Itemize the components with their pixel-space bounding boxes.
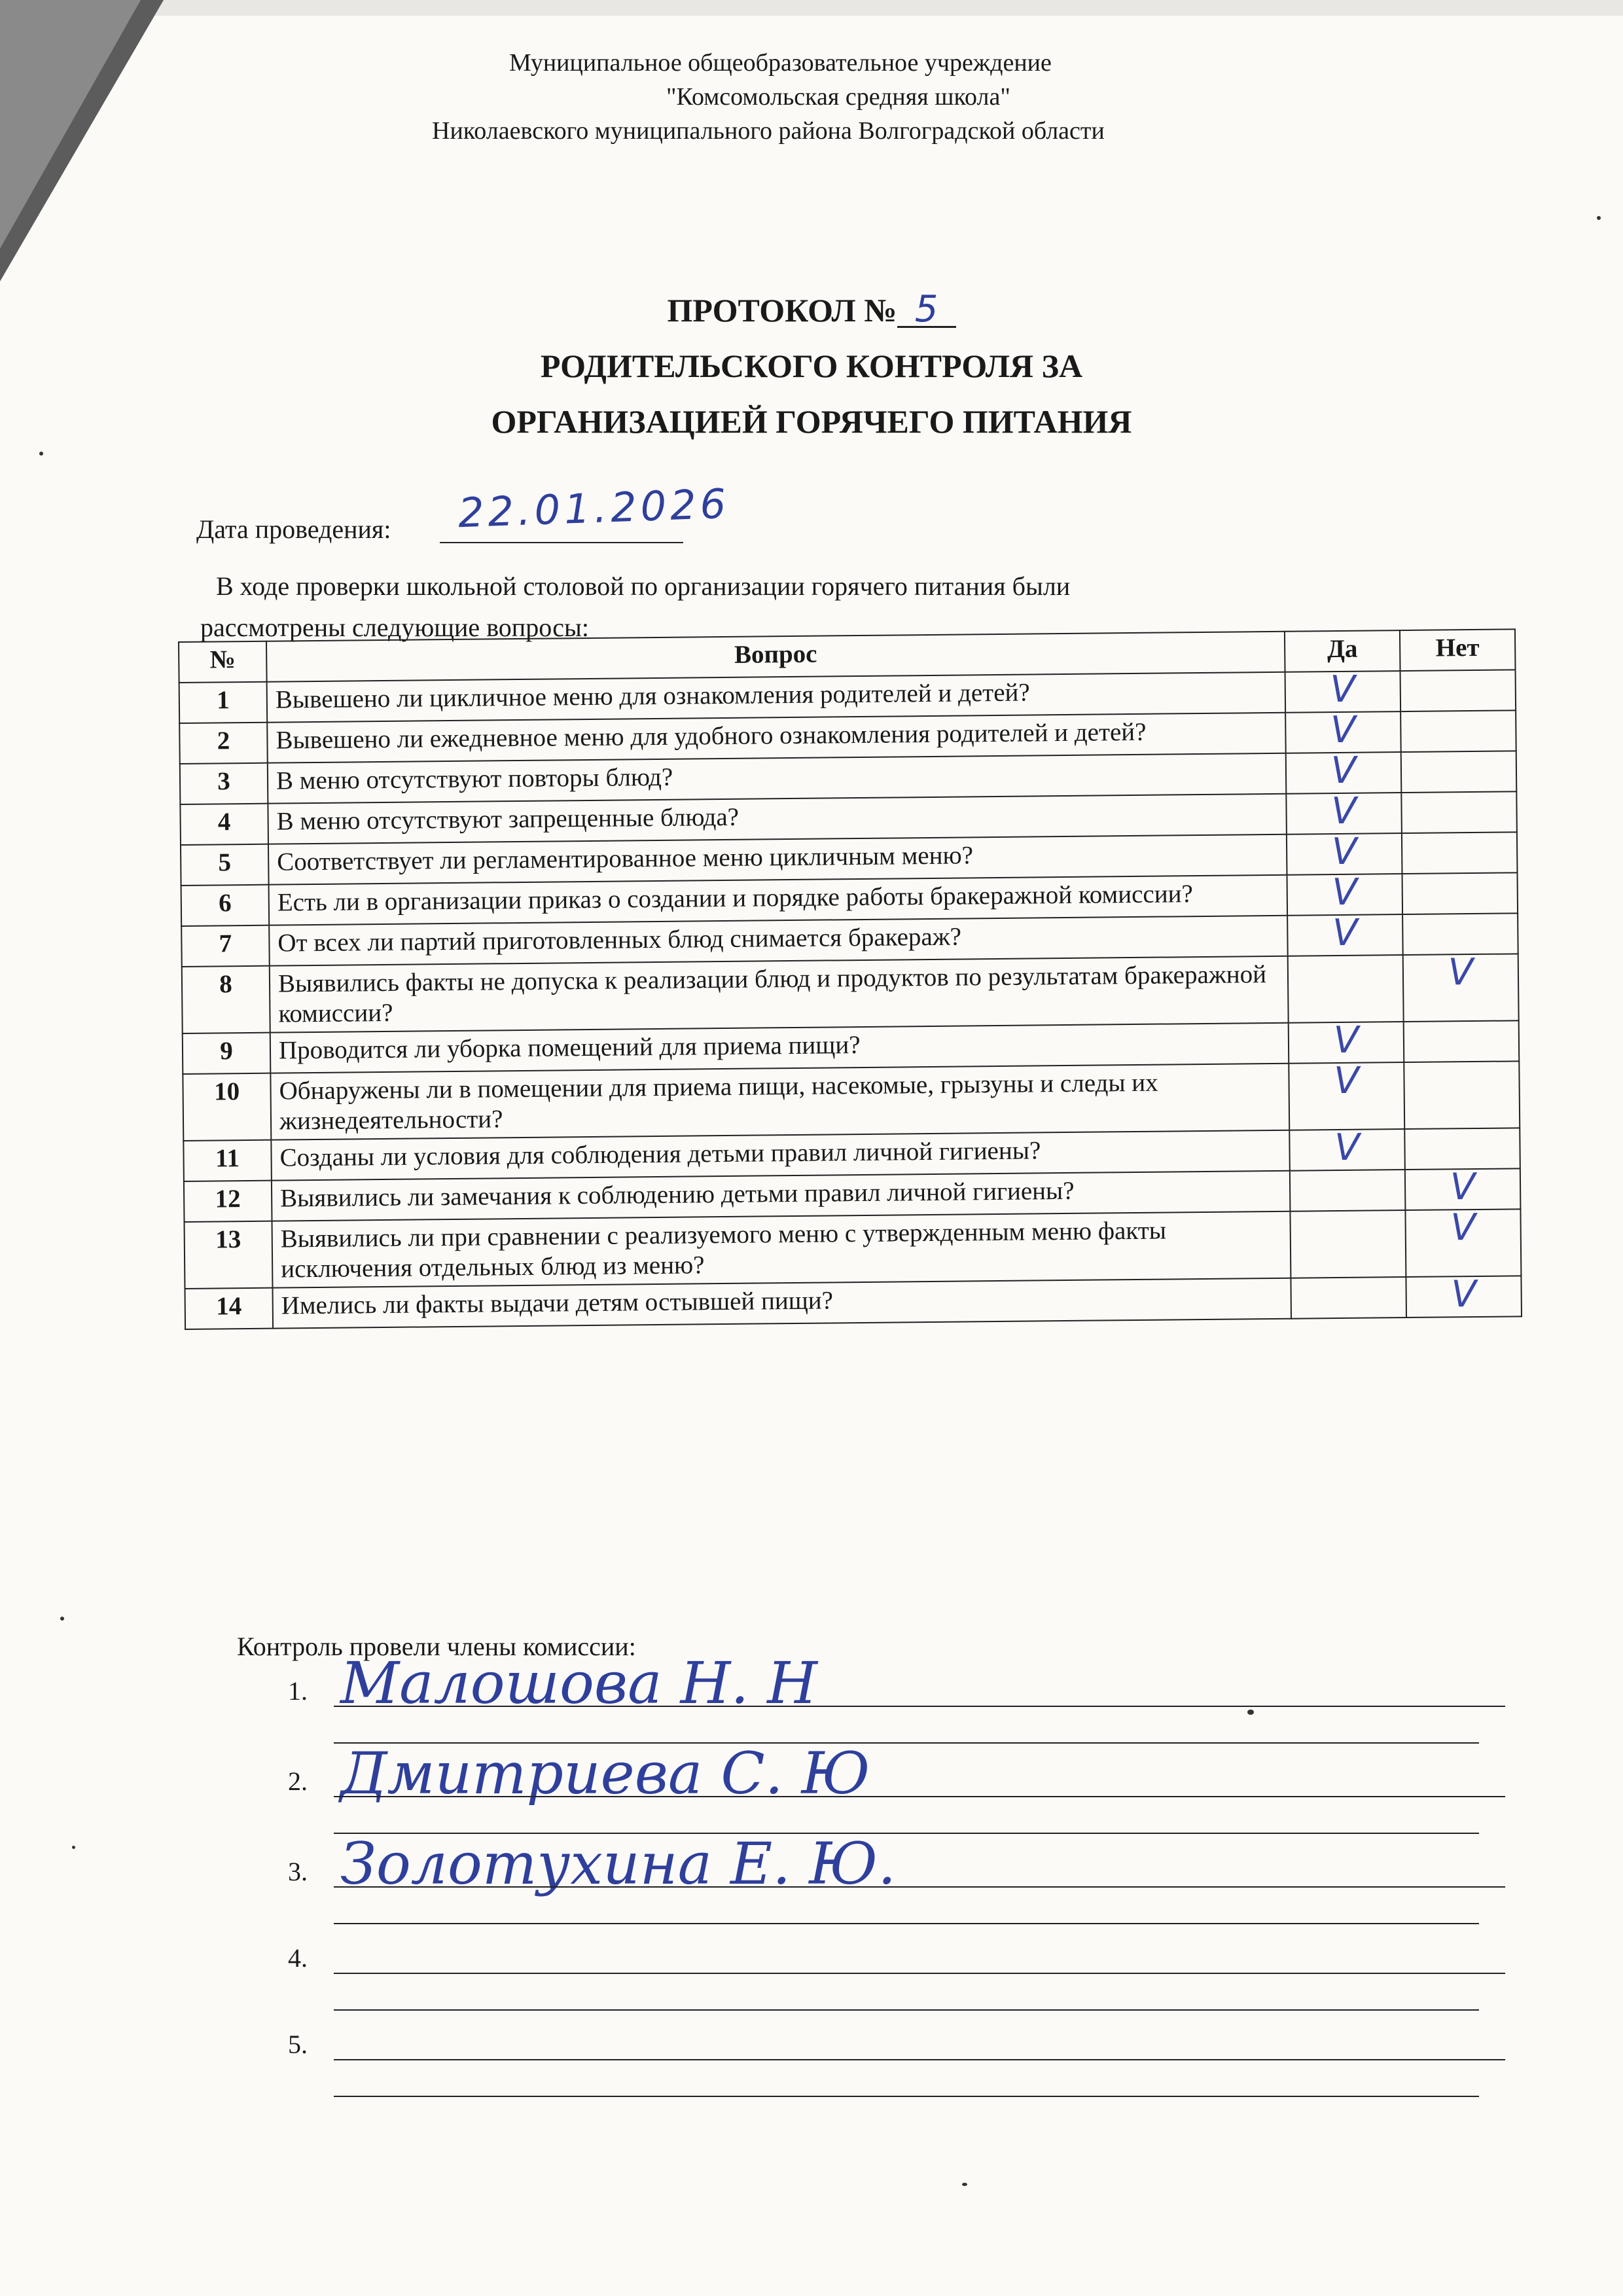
answer-no-cell (1402, 832, 1518, 874)
question-number: 8 (182, 966, 270, 1033)
scan-speck (72, 1846, 75, 1849)
question-number: 11 (183, 1140, 272, 1181)
answer-no-cell (1403, 951, 1519, 1022)
checkmark-icon: V (1332, 870, 1358, 914)
checkmark-icon: V (1450, 1166, 1476, 1209)
commission-member-2 (288, 1740, 1505, 1807)
date-value: 22.01.2026 (457, 479, 731, 537)
member-num: 4. (288, 1943, 308, 1973)
answer-yes-cell (1290, 1210, 1406, 1278)
answer-no-cell (1406, 1273, 1522, 1318)
checkmark-icon: V (1334, 1126, 1360, 1170)
header-num: № (179, 641, 267, 683)
answer-no-cell (1401, 791, 1517, 833)
answer-yes-cell (1287, 911, 1403, 956)
institution-line-2: "Комсомольская средняя школа" (666, 83, 1010, 111)
question-number: 2 (179, 723, 268, 764)
answer-no-cell (1404, 1061, 1520, 1129)
question-number: 13 (185, 1221, 273, 1289)
answer-no-cell (1405, 1168, 1521, 1210)
member-num: 3. (288, 1857, 308, 1886)
checkmark-icon: V (1451, 1273, 1477, 1316)
question-number: 14 (185, 1288, 273, 1329)
answer-yes-cell (1286, 789, 1402, 834)
table-row (183, 1061, 1520, 1141)
question-number: 7 (181, 925, 270, 967)
answer-yes-cell (1290, 1170, 1406, 1211)
scan-speck (1247, 1710, 1254, 1715)
checkmark-icon: V (1333, 1018, 1359, 1062)
answer-yes-cell (1285, 708, 1401, 753)
checkmark-icon: V (1330, 708, 1356, 752)
table-row (185, 1209, 1522, 1289)
checkmark-icon: V (1332, 911, 1358, 955)
member-name: Золотухина Е. Ю. (340, 1830, 897, 1897)
scan-speck (60, 1617, 64, 1621)
answer-no-cell (1400, 710, 1516, 752)
signature-line (334, 1886, 1505, 1888)
signature-line (334, 1923, 1479, 1924)
scan-speck (1597, 216, 1601, 220)
signature-line (334, 1796, 1505, 1797)
header-yes: Да (1285, 630, 1400, 672)
answer-no-cell (1401, 751, 1517, 793)
question-text: Обнаружены ли в помещении для приема пищи, насекомые, грызуны и следы их жизнедеятельности? (270, 1064, 1289, 1140)
answer-yes-cell (1286, 749, 1402, 794)
institution-line-3: Николаевского муниципального района Волгоградской области (432, 117, 1105, 145)
commission-member-3 (288, 1830, 1505, 1897)
member-name: Дмитриева С. Ю (340, 1740, 870, 1807)
question-number: 3 (180, 763, 268, 804)
protocol-title-line-2: РОДИТЕЛЬСКОГО КОНТРОЛЯ ЗА (540, 348, 1083, 384)
question-number: 5 (181, 844, 269, 886)
checkmark-icon: V (1330, 668, 1356, 711)
question-number: 12 (184, 1181, 272, 1222)
protocol-number: 5 (897, 293, 956, 328)
question-text: От всех ли партий приготовленных блюд снимается бракераж? (269, 916, 1288, 966)
answer-yes-cell (1287, 830, 1402, 875)
answer-yes-cell (1287, 870, 1403, 916)
answer-yes-cell (1291, 1277, 1406, 1319)
signature-line (334, 2009, 1479, 2011)
date-label: Дата проведения: (196, 514, 391, 544)
question-text: Имелись ли факты выдачи детям остывшей пищи? (272, 1278, 1291, 1329)
member-name: Малошова Н. Н (340, 1649, 818, 1717)
question-number: 6 (181, 885, 270, 926)
protocol-title-line-1 (0, 288, 1623, 331)
question-number: 10 (183, 1073, 271, 1141)
answer-no-cell (1402, 872, 1518, 914)
answer-yes-cell (1285, 668, 1401, 713)
question-text: Вывешено ли цикличное меню для ознакомления родителей и детей? (267, 672, 1286, 723)
answer-no-cell (1400, 670, 1516, 711)
member-num: 5. (288, 2030, 308, 2059)
commission-label: Контроль провели члены комиссии: (237, 1632, 636, 1661)
commission-member-1 (288, 1649, 1505, 1717)
protocol-title-prefix: ПРОТОКОЛ № (667, 292, 897, 329)
scan-folded-corner-inner (0, 0, 141, 249)
question-number: 4 (180, 804, 268, 845)
intro-line-2: рассмотрены следующие вопросы: (200, 613, 589, 642)
answer-no-cell (1404, 1020, 1520, 1062)
question-text: Выявились ли при сравнении с реализуемого меню с утвержденным меню факты исключения отдельных блюд из меню? (272, 1211, 1291, 1288)
question-text: Соответствует ли регламентированное меню цикличным меню? (268, 834, 1287, 885)
commission-member-5 (288, 2029, 1505, 2070)
answer-yes-cell (1289, 1059, 1404, 1130)
answer-yes-cell (1289, 1018, 1404, 1064)
signature-line (334, 1706, 1505, 1707)
member-num: 1. (288, 1676, 308, 1706)
checkmark-icon: V (1330, 749, 1357, 793)
question-text: Проводится ли уборка помещений для приема пищи? (270, 1023, 1289, 1073)
checkmark-icon: V (1331, 830, 1357, 874)
answer-no-cell (1402, 913, 1518, 955)
scan-speck (39, 452, 43, 456)
commission-member-4 (288, 1943, 1505, 1983)
intro-line-1: В ходе проверки школьной столовой по организации горячего питания были (216, 571, 1071, 601)
checkmark-icon: V (1450, 1206, 1476, 1249)
answer-yes-cell (1289, 1126, 1405, 1171)
question-number: 1 (179, 682, 268, 723)
signature-line (334, 2096, 1479, 2097)
question-text: Есть ли в организации приказ о создании и порядке работы бракеражной комиссии? (269, 875, 1288, 925)
table-row (182, 954, 1519, 1033)
answer-no-cell (1405, 1206, 1521, 1277)
signature-line (334, 2059, 1505, 2060)
member-num: 2. (288, 1767, 308, 1796)
questions-table (178, 628, 1522, 1330)
question-text: В меню отсутствуют запрещенные блюда? (268, 794, 1287, 844)
question-text: В меню отсутствуют повторы блюд? (268, 753, 1287, 804)
date-underline (440, 542, 683, 543)
protocol-title-line-3: ОРГАНИЗАЦИЕЙ ГОРЯЧЕГО ПИТАНИЯ (491, 403, 1132, 440)
answer-no-cell (1404, 1128, 1520, 1170)
questions-table-body (179, 670, 1522, 1329)
question-text: Выявились ли замечания к соблюдению детьми правил личной гигиены? (272, 1171, 1291, 1221)
signature-line (334, 1973, 1505, 1974)
question-number: 9 (183, 1033, 271, 1074)
header-no: Нет (1400, 629, 1516, 671)
scan-top-edge (0, 0, 1623, 16)
header-question: Вопрос (266, 632, 1285, 682)
checkmark-icon: V (1331, 789, 1357, 833)
scan-speck (962, 2183, 967, 2186)
checkmark-icon: V (1448, 951, 1474, 994)
question-text: Созданы ли условия для соблюдения детьми правил личной гигиены? (271, 1130, 1290, 1181)
checkmark-icon: V (1334, 1059, 1359, 1103)
answer-yes-cell (1288, 955, 1404, 1023)
question-text: Вывешено ли ежедневное меню для удобного ознакомления родителей и детей? (267, 713, 1286, 763)
institution-line-1: Муниципальное общеобразовательное учреждение (509, 49, 1052, 77)
question-text: Выявились факты не допуска к реализации блюд и продуктов по результатам бракеражной комиссии? (270, 956, 1289, 1033)
